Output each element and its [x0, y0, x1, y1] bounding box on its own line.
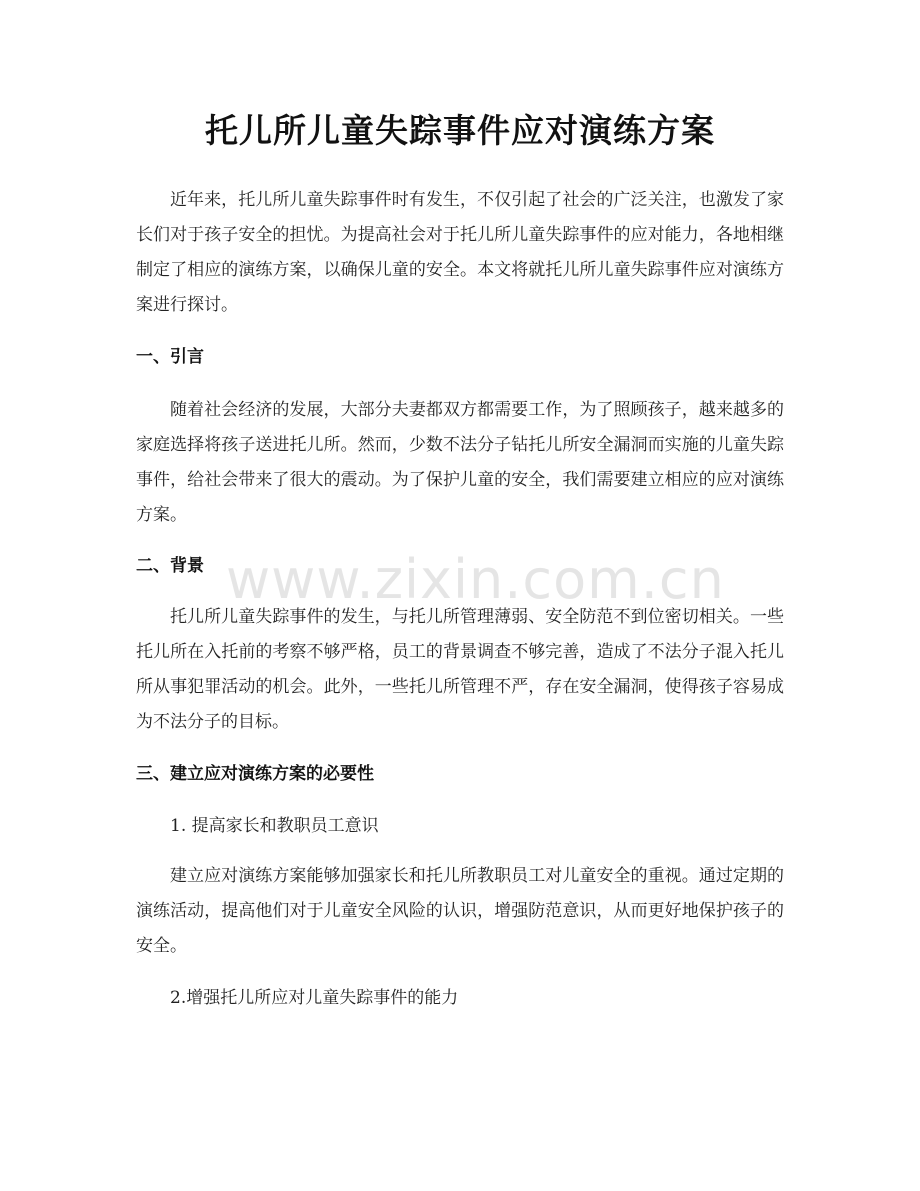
- subitem-label-capability: 2.增强托儿所应对儿童失踪事件的能力: [170, 988, 459, 1008]
- watermark-text: www.zixin.com.cn: [226, 548, 725, 611]
- section-heading-necessity: 三、建立应对演练方案的必要性: [136, 764, 374, 784]
- subitem-paragraph-awareness: 建立应对演练方案能够加强家长和托儿所教职员工对儿童安全的重视。通过定期的演练活动，提高他们对于儿童安全风险的认识，增强防范意识，从而更好地保护孩子的安全。: [136, 866, 784, 956]
- intro-paragraph: 近年来，托儿所儿童失踪事件时有发生，不仅引起了社会的广泛关注，也激发了家长们对于孩子安全的担忧。为提高社会对于托儿所儿童失踪事件的应对能力，各地相继制定了相应的演练方案，以确保儿童的安全。本文将就托儿所儿童失踪事件应对演练方案进行探讨。: [136, 190, 784, 315]
- subitem-label-awareness: 1. 提高家长和教职员工意识: [170, 816, 379, 836]
- document-title: 托儿所儿童失踪事件应对演练方案: [205, 111, 715, 150]
- section-heading-introduction: 一、引言: [136, 347, 204, 367]
- section-heading-background: 二、背景: [136, 556, 204, 576]
- section-paragraph-background: 托儿所儿童失踪事件的发生，与托儿所管理薄弱、安全防范不到位密切相关。一些托儿所在入托前的考察不够严格，员工的背景调查不够完善，造成了不法分子混入托儿所从事犯罪活动的机会。此外，一些托儿所管理不严，存在安全漏洞，使得孩子容易成为不法分子的目标。: [136, 607, 784, 732]
- section-paragraph-introduction: 随着社会经济的发展，大部分夫妻都双方都需要工作，为了照顾孩子，越来越多的家庭选择将孩子送进托儿所。然而，少数不法分子钻托儿所安全漏洞而实施的儿童失踪事件，给社会带来了很大的震动。为了保护儿童的安全，我们需要建立相应的应对演练方案。: [136, 400, 784, 525]
